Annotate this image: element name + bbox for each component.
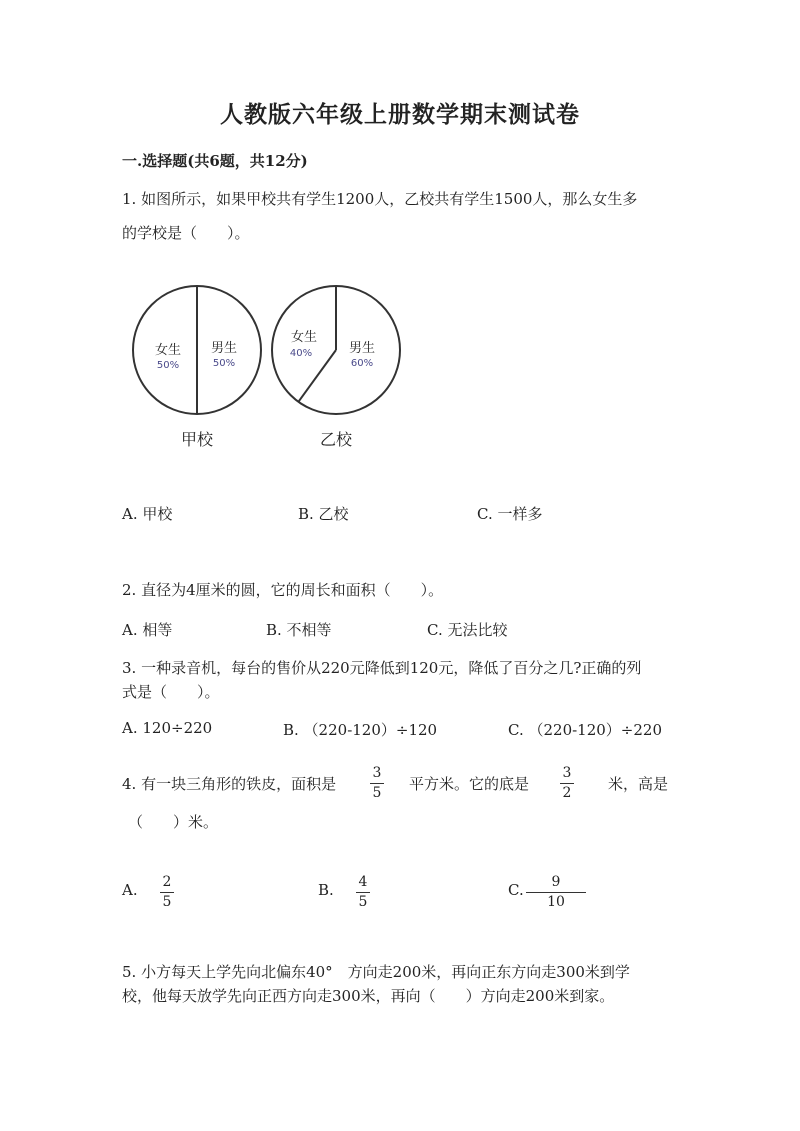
pie-b-slice-2-label: 男生	[348, 341, 376, 356]
question-1-pie-charts	[120, 270, 420, 460]
q3-option-c[interactable]: C. （220-120）÷220	[508, 721, 663, 739]
fraction-bar	[526, 892, 586, 893]
q2-option-b[interactable]: B. 不相等	[266, 621, 332, 639]
pie-b-title: 乙校	[319, 430, 353, 449]
q3-option-b[interactable]: B. （220-120）÷120	[283, 721, 438, 739]
fraction-area-numerator: 3	[372, 765, 382, 781]
q4-option-a-numerator: 2	[162, 874, 172, 890]
q4-option-c-fraction[interactable]	[526, 874, 586, 911]
question-1-line-1: 1. 如图所示，如果甲校共有学生1200人，乙校共有学生1500人，那么女生多	[122, 190, 638, 208]
question-4-part-1: 4. 有一块三角形的铁皮，面积是	[122, 775, 337, 793]
q2-option-a[interactable]: A. 相等	[122, 621, 173, 639]
q4-option-c-label[interactable]: C.	[508, 881, 524, 899]
q4-option-b-fraction[interactable]	[356, 874, 370, 911]
q3-option-a[interactable]: A. 120÷220	[122, 719, 213, 737]
fraction-bar	[560, 783, 574, 784]
question-4-part-3: 米，高是	[608, 775, 669, 793]
fraction-bar	[370, 783, 384, 784]
q1-option-b[interactable]: B. 乙校	[298, 505, 349, 523]
pie-b-slice-2-pct: 60%	[350, 358, 374, 369]
fraction-area	[370, 765, 384, 802]
pie-b-slice-1-pct: 40%	[289, 348, 313, 359]
q4-option-b-numerator: 4	[358, 874, 368, 890]
q4-option-a-label[interactable]: A.	[122, 881, 138, 899]
fraction-base-numerator: 3	[562, 765, 572, 781]
page-title: 人教版六年级上册数学期末测试卷	[220, 101, 580, 128]
pie-a-slice-1-pct: 50%	[156, 360, 180, 371]
fraction-area-denominator: 5	[372, 785, 382, 801]
fraction-base-denominator: 2	[562, 785, 572, 801]
question-5-line-2: 校，他每天放学先向正西方向走300米，再向（ ）方向走200米到家。	[122, 987, 615, 1005]
question-5-line-1: 5. 小方每天上学先向北偏东40° 方向走200米，再向正东方向走300米到学	[122, 963, 630, 981]
q4-option-c-numerator: 9	[551, 874, 561, 890]
fraction-bar	[356, 892, 370, 893]
question-4-part-2: 平方米。它的底是	[409, 775, 530, 793]
question-3-line-2: 式是（ ）。	[122, 683, 220, 701]
q1-option-c[interactable]: C. 一样多	[477, 505, 543, 523]
q4-option-b-denominator: 5	[358, 894, 368, 910]
q4-option-a-fraction[interactable]	[160, 874, 174, 911]
fraction-bar	[160, 892, 174, 893]
question-3-line-1: 3. 一种录音机，每台的售价从220元降低到120元，降低了百分之几?正确的列	[122, 659, 642, 677]
q4-option-a-denominator: 5	[162, 894, 172, 910]
q4-option-b-label[interactable]: B.	[318, 881, 334, 899]
pie-a-title: 甲校	[180, 430, 214, 449]
pie-chart-school-b	[272, 286, 400, 449]
section-heading: 一.选择题(共6题，共12分)	[122, 152, 308, 170]
pie-b-slice-1-label: 女生	[290, 330, 318, 345]
pie-chart-school-a	[133, 286, 261, 449]
question-4-line-2: （ ）米。	[128, 813, 219, 831]
question-2-text: 2. 直径为4厘米的圆，它的周长和面积（ ）。	[122, 581, 444, 599]
pie-a-slice-1-label: 女生	[154, 343, 182, 358]
q1-option-a[interactable]: A. 甲校	[122, 505, 173, 523]
pie-a-slice-2-label: 男生	[210, 341, 238, 356]
question-1-line-2: 的学校是（ ）。	[122, 224, 250, 242]
q2-option-c[interactable]: C. 无法比较	[427, 621, 508, 639]
pie-a-slice-2-pct: 50%	[212, 358, 236, 369]
fraction-base	[560, 765, 574, 802]
q4-option-c-denominator: 10	[547, 894, 565, 910]
